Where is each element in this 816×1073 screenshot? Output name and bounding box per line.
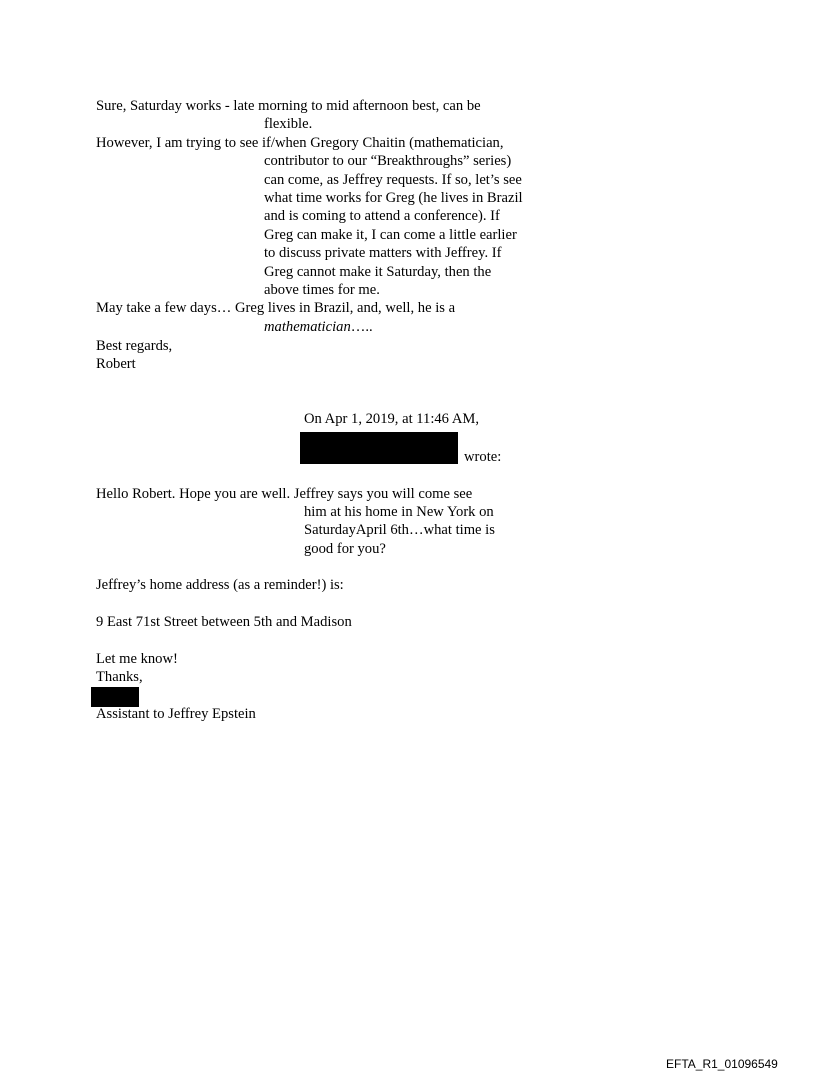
quoted-line-2: him at his home in New York on [304, 504, 494, 520]
reply-line-4: contributor to our “Breakthroughs” series) [264, 153, 512, 169]
reply-line-6: what time works for Greg (he lives in Brazil [264, 190, 523, 206]
reply-line-13 [264, 318, 373, 336]
signature: Robert [96, 356, 136, 372]
sender-redaction [300, 432, 458, 464]
reply-line-10: Greg cannot make it Saturday, then the [264, 264, 492, 280]
quoted-line-1: Hello Robert. Hope you are well. Jeffrey says you will come see [96, 486, 473, 502]
reply-line-5: can come, as Jeffrey requests. If so, let’s see [264, 172, 522, 188]
let-me-know: Let me know! [96, 651, 178, 667]
address: 9 East 71st Street between 5th and Madison [96, 614, 352, 630]
closing: Best regards, [96, 338, 173, 354]
assistant-title: Assistant to Jeffrey Epstein [96, 706, 256, 722]
italic-word: mathematician [264, 319, 351, 335]
quoted-header-wrote: wrote: [464, 449, 502, 465]
ellipsis: ….. [350, 319, 373, 335]
reply-line-3: However, I am trying to see if/when Gregory Chaitin (mathematician, [96, 135, 504, 151]
reply-line-1: Sure, Saturday works - late morning to mid afternoon best, can be [96, 98, 481, 114]
quoted-header-line-1: On Apr 1, 2019, at 11:46 AM, [304, 411, 479, 427]
reply-line-7: and is coming to attend a conference). If [264, 208, 500, 224]
quoted-line-4: good for you? [304, 541, 386, 557]
document-id: EFTA_R1_01096549 [666, 1057, 778, 1071]
reply-line-8: Greg can make it, I can come a little earlier [264, 227, 517, 243]
quoted-line-3: SaturdayApril 6th…what time is [304, 522, 495, 538]
reply-line-11: above times for me. [264, 282, 380, 298]
address-intro: Jeffrey’s home address (as a reminder!) is: [96, 577, 344, 593]
reply-line-2: flexible. [264, 116, 313, 132]
thanks: Thanks, [96, 669, 143, 685]
name-redaction [91, 687, 139, 707]
reply-line-9: to discuss private matters with Jeffrey. If [264, 245, 502, 261]
reply-line-12: May take a few days… Greg lives in Brazil, and, well, he is a [96, 300, 456, 316]
